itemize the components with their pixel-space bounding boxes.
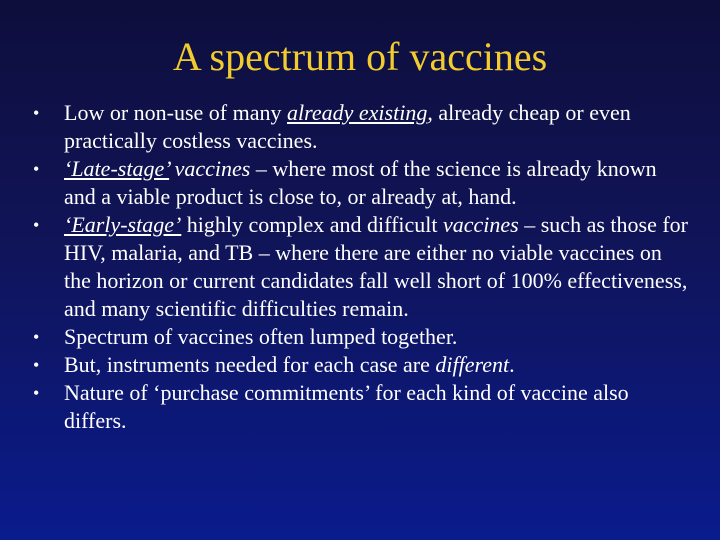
bullet-text: highly complex and difficult (181, 212, 444, 237)
bullet-item (0, 155, 720, 211)
bullet-mark: • (33, 327, 40, 347)
bullet-emphasis: already existing (287, 100, 428, 125)
bullet-mark: • (33, 383, 40, 403)
bullet-item (0, 351, 720, 379)
bullet-emphasis: ‘Late-stage’ (64, 156, 170, 181)
bullet-item (0, 99, 720, 155)
bullet-emphasis: different (435, 352, 510, 377)
bullet-item (0, 379, 720, 435)
bullet-emphasis: vaccines (169, 156, 251, 181)
bullet-text: But, instruments needed for each case are (64, 352, 436, 377)
bullet-text: . (509, 352, 515, 377)
bullet-text: Spectrum of vaccines often lumped together. (64, 324, 458, 349)
bullet-emphasis: ‘Early-stage’ (64, 212, 182, 237)
slide-title: A spectrum of vaccines (172, 34, 548, 79)
bullet-emphasis: vaccines (443, 212, 519, 237)
bullet-mark: • (33, 215, 40, 235)
bullet-list (0, 99, 720, 435)
bullet-text: Low or non-use of many (64, 100, 288, 125)
bullet-item (0, 211, 720, 323)
bullet-text: – where most of the science is already known and a viable product is close to, or already at, hand. (64, 156, 657, 209)
bullet-text: , already cheap or even practically costless vaccines. (64, 100, 631, 153)
bullet-text: Nature of ‘purchase commitments’ for each kind of vaccine also differs. (64, 380, 629, 433)
bullet-mark: • (33, 355, 40, 375)
bullet-text: – such as those for HIV, malaria, and TB – where there are either no viable vaccines on the horizon or current candidates fall well short of 100% effectiveness, and many scientific difficulties remain. (64, 212, 688, 321)
bullet-mark: • (33, 103, 40, 123)
bullet-mark: • (33, 159, 40, 179)
bullet-item (0, 323, 720, 351)
